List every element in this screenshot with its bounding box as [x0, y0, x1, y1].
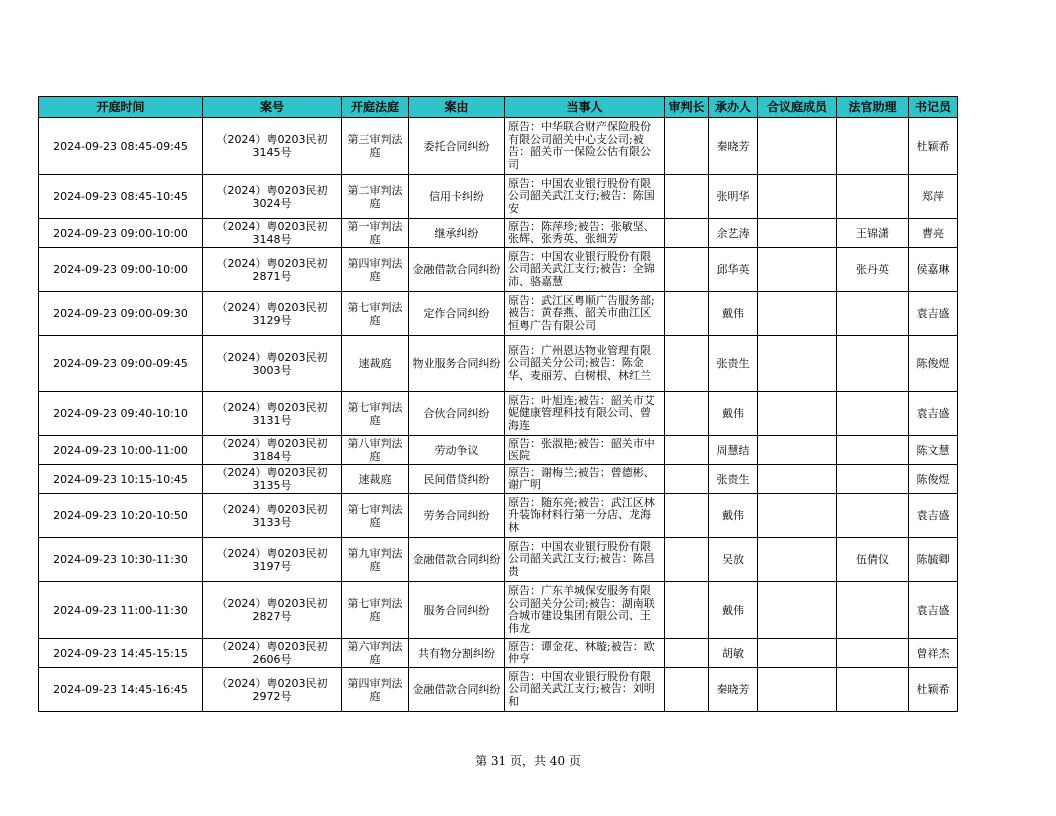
cell-assistant: [837, 336, 909, 392]
table-row: [39, 392, 958, 436]
cell-case-number: （2024）粤0203民初3184号: [203, 436, 342, 465]
table-row: [39, 465, 958, 494]
cell-presiding-judge: [665, 538, 709, 582]
cell-panel: [758, 175, 837, 219]
cell-handler: 秦晓芳: [709, 668, 758, 712]
cell-presiding-judge: [665, 336, 709, 392]
parties-text: 原告：谢梅兰;被告：曾德彬、谢广明: [508, 466, 655, 491]
table-row: [39, 292, 958, 336]
cell-courtroom: 第七审判法庭: [342, 292, 409, 336]
cell-courtroom: 第九审判法庭: [342, 538, 409, 582]
cell-handler: 余艺涛: [709, 219, 758, 248]
cell-courtroom: 第四审判法庭: [342, 668, 409, 712]
cell-time: 2024-09-23 09:00-09:30: [39, 292, 203, 336]
cell-courtroom: 第二审判法庭: [342, 175, 409, 219]
header-cause: 案由: [409, 97, 505, 118]
cell-time: 2024-09-23 11:00-11:30: [39, 582, 203, 639]
cell-parties: [505, 668, 665, 712]
parties-text: 原告：随东亮;被告：武江区林升装饰材料行第一分店、龙海林: [508, 496, 655, 534]
cell-cause: 继承纠纷: [409, 219, 505, 248]
cell-cause: 定作合同纠纷: [409, 292, 505, 336]
cell-cause: 劳务合同纠纷: [409, 494, 505, 538]
cell-assistant: [837, 392, 909, 436]
cell-time: 2024-09-23 14:45-15:15: [39, 639, 203, 668]
cell-clerk: 袁吉盛: [909, 392, 958, 436]
cell-presiding-judge: [665, 392, 709, 436]
table-row: [39, 538, 958, 582]
cell-parties: [505, 219, 665, 248]
table-row: [39, 336, 958, 392]
cell-parties: [505, 292, 665, 336]
cell-parties: [505, 465, 665, 494]
parties-text: 原告：中国农业银行股份有限公司韶关武江支行;被告：全锦沛、骆嘉慧: [508, 250, 655, 288]
header-courtroom: 开庭法庭: [342, 97, 409, 118]
cell-courtroom: 第八审判法庭: [342, 436, 409, 465]
cell-parties: [505, 582, 665, 639]
cell-handler: 戴伟: [709, 392, 758, 436]
cell-case-number: （2024）粤0203民初3197号: [203, 538, 342, 582]
cell-panel: [758, 436, 837, 465]
cell-case-number: （2024）粤0203民初3129号: [203, 292, 342, 336]
cell-assistant: 王锦潇: [837, 219, 909, 248]
cell-cause: 信用卡纠纷: [409, 175, 505, 219]
cell-case-number: （2024）粤0203民初3024号: [203, 175, 342, 219]
cell-courtroom: 第七审判法庭: [342, 582, 409, 639]
cell-presiding-judge: [665, 219, 709, 248]
parties-text: 原告：陈萍珍;被告：张敏坚、张辉、张秀英、张细芳: [508, 220, 655, 245]
cell-handler: 张明华: [709, 175, 758, 219]
cell-case-number: （2024）粤0203民初2871号: [203, 248, 342, 292]
cell-presiding-judge: [665, 639, 709, 668]
cell-courtroom: 速裁庭: [342, 465, 409, 494]
cell-cause: 金融借款合同纠纷: [409, 248, 505, 292]
cell-panel: [758, 118, 837, 175]
header-clerk: 书记员: [909, 97, 958, 118]
cell-clerk: 陈毓卿: [909, 538, 958, 582]
cell-parties: [505, 639, 665, 668]
table-row: [39, 494, 958, 538]
cell-assistant: [837, 668, 909, 712]
cell-panel: [758, 248, 837, 292]
cell-panel: [758, 639, 837, 668]
cell-panel: [758, 336, 837, 392]
cell-presiding-judge: [665, 668, 709, 712]
header-time: 开庭时间: [39, 97, 203, 118]
cell-handler: 胡敏: [709, 639, 758, 668]
cell-panel: [758, 219, 837, 248]
cell-handler: 邱华英: [709, 248, 758, 292]
cell-parties: [505, 248, 665, 292]
parties-text: 原告：广州恩达物业管理有限公司韶关分公司;被告：陈金华、麦丽芳、白树根、林红兰: [508, 344, 651, 382]
cell-clerk: 杜颖希: [909, 668, 958, 712]
hearing-schedule-table: [38, 96, 958, 712]
cell-courtroom: 速裁庭: [342, 336, 409, 392]
parties-text: 原告：中国农业银行股份有限公司韶关武江支行;被告：陈昌贵: [508, 540, 655, 578]
header-handler: 承办人: [709, 97, 758, 118]
cell-clerk: 袁吉盛: [909, 494, 958, 538]
cell-handler: 张贵生: [709, 465, 758, 494]
header-parties: 当事人: [505, 97, 665, 118]
cell-clerk: 陈文慧: [909, 436, 958, 465]
page-footer: 第 31 页，共 40 页: [475, 754, 581, 768]
cell-time: 2024-09-23 09:00-10:00: [39, 248, 203, 292]
cell-handler: 戴伟: [709, 494, 758, 538]
cell-case-number: （2024）粤0203民初3131号: [203, 392, 342, 436]
cell-handler: 戴伟: [709, 292, 758, 336]
cell-time: 2024-09-23 10:30-11:30: [39, 538, 203, 582]
cell-courtroom: 第四审判法庭: [342, 248, 409, 292]
header-panel: 合议庭成员: [758, 97, 837, 118]
cell-case-number: （2024）粤0203民初3133号: [203, 494, 342, 538]
cell-clerk: 袁吉盛: [909, 292, 958, 336]
cell-assistant: [837, 436, 909, 465]
header-assistant: 法官助理: [837, 97, 909, 118]
cell-presiding-judge: [665, 292, 709, 336]
table-row: [39, 668, 958, 712]
cell-assistant: [837, 118, 909, 175]
cell-cause: 委托合同纠纷: [409, 118, 505, 175]
cell-time: 2024-09-23 09:40-10:10: [39, 392, 203, 436]
cell-handler: 秦晓芳: [709, 118, 758, 175]
cell-cause: 金融借款合同纠纷: [409, 538, 505, 582]
cell-presiding-judge: [665, 494, 709, 538]
parties-text: 原告：谭金花、林璇;被告：欧仲亨: [508, 640, 655, 665]
cell-clerk: 侯嘉琳: [909, 248, 958, 292]
header-presiding-judge: 审判长: [665, 97, 709, 118]
cell-parties: [505, 538, 665, 582]
cell-presiding-judge: [665, 465, 709, 494]
table-row: [39, 248, 958, 292]
cell-courtroom: 第六审判法庭: [342, 639, 409, 668]
cell-case-number: （2024）粤0203民初2606号: [203, 639, 342, 668]
cell-parties: [505, 175, 665, 219]
cell-panel: [758, 392, 837, 436]
table-row: [39, 219, 958, 248]
cell-time: 2024-09-23 10:20-10:50: [39, 494, 203, 538]
cell-clerk: 郑萍: [909, 175, 958, 219]
cell-assistant: [837, 639, 909, 668]
parties-text: 原告：中华联合财产保险股份有限公司韶关中心支公司;被告：韶关市一保险公估有限公司: [508, 121, 651, 171]
cell-case-number: （2024）粤0203民初2972号: [203, 668, 342, 712]
cell-clerk: 陈俊煜: [909, 336, 958, 392]
cell-cause: 共有物分割纠纷: [409, 639, 505, 668]
cell-case-number: （2024）粤0203民初2827号: [203, 582, 342, 639]
header-case-number: 案号: [203, 97, 342, 118]
cell-panel: [758, 582, 837, 639]
parties-text: 原告：中国农业银行股份有限公司韶关武江支行;被告：陈国安: [508, 177, 655, 215]
cell-case-number: （2024）粤0203民初3148号: [203, 219, 342, 248]
table-row: [39, 118, 958, 175]
cell-assistant: 张丹英: [837, 248, 909, 292]
cell-assistant: [837, 175, 909, 219]
cell-time: 2024-09-23 14:45-16:45: [39, 668, 203, 712]
cell-panel: [758, 538, 837, 582]
cell-cause: 物业服务合同纠纷: [409, 336, 505, 392]
cell-panel: [758, 668, 837, 712]
cell-handler: 张贵生: [709, 336, 758, 392]
cell-handler: 周慧结: [709, 436, 758, 465]
cell-case-number: （2024）粤0203民初3145号: [203, 118, 342, 175]
cell-presiding-judge: [665, 436, 709, 465]
parties-text: 原告：叶旭连;被告：韶关市艾妮健康管理科技有限公司、曾海连: [508, 394, 655, 432]
cell-panel: [758, 494, 837, 538]
table-row: [39, 639, 958, 668]
cell-courtroom: 第七审判法庭: [342, 494, 409, 538]
cell-cause: 劳动争议: [409, 436, 505, 465]
cell-handler: 吴放: [709, 538, 758, 582]
cell-courtroom: 第一审判法庭: [342, 219, 409, 248]
cell-assistant: [837, 292, 909, 336]
parties-text: 原告：张淑艳;被告：韶关市中医院: [508, 437, 655, 462]
parties-text: 原告：武江区粤顺广告服务部;被告：黄春燕、韶关市曲江区恒粤广告有限公司: [508, 294, 655, 332]
cell-clerk: 曾祥杰: [909, 639, 958, 668]
cell-panel: [758, 292, 837, 336]
cell-cause: 服务合同纠纷: [409, 582, 505, 639]
cell-case-number: （2024）粤0203民初3135号: [203, 465, 342, 494]
cell-assistant: [837, 582, 909, 639]
cell-clerk: 陈俊煜: [909, 465, 958, 494]
cell-courtroom: 第七审判法庭: [342, 392, 409, 436]
cell-parties: [505, 436, 665, 465]
cell-clerk: 杜颖希: [909, 118, 958, 175]
cell-assistant: [837, 494, 909, 538]
cell-presiding-judge: [665, 175, 709, 219]
cell-time: 2024-09-23 10:15-10:45: [39, 465, 203, 494]
cell-clerk: 袁吉盛: [909, 582, 958, 639]
cell-clerk: 曹亮: [909, 219, 958, 248]
header-row: [39, 97, 958, 118]
cell-assistant: [837, 465, 909, 494]
cell-cause: 合伙合同纠纷: [409, 392, 505, 436]
cell-time: 2024-09-23 09:00-09:45: [39, 336, 203, 392]
cell-parties: [505, 494, 665, 538]
cell-cause: 金融借款合同纠纷: [409, 668, 505, 712]
table-row: [39, 175, 958, 219]
cell-assistant: 伍倩仪: [837, 538, 909, 582]
cell-panel: [758, 465, 837, 494]
cell-handler: 戴伟: [709, 582, 758, 639]
cell-parties: [505, 336, 665, 392]
parties-text: 原告：广东羊城保安服务有限公司韶关分公司;被告：湖南联合城市建设集团有限公司、王伟龙: [508, 585, 655, 635]
cell-presiding-judge: [665, 582, 709, 639]
cell-presiding-judge: [665, 248, 709, 292]
table-row: [39, 582, 958, 639]
cell-time: 2024-09-23 09:00-10:00: [39, 219, 203, 248]
cell-time: 2024-09-23 08:45-10:45: [39, 175, 203, 219]
cell-parties: [505, 118, 665, 175]
cell-cause: 民间借贷纠纷: [409, 465, 505, 494]
cell-time: 2024-09-23 10:00-11:00: [39, 436, 203, 465]
cell-courtroom: 第三审判法庭: [342, 118, 409, 175]
cell-presiding-judge: [665, 118, 709, 175]
cell-time: 2024-09-23 08:45-09:45: [39, 118, 203, 175]
table-row: [39, 436, 958, 465]
cell-case-number: （2024）粤0203民初3003号: [203, 336, 342, 392]
cell-parties: [505, 392, 665, 436]
parties-text: 原告：中国农业银行股份有限公司韶关武江支行;被告：刘明和: [508, 670, 655, 708]
